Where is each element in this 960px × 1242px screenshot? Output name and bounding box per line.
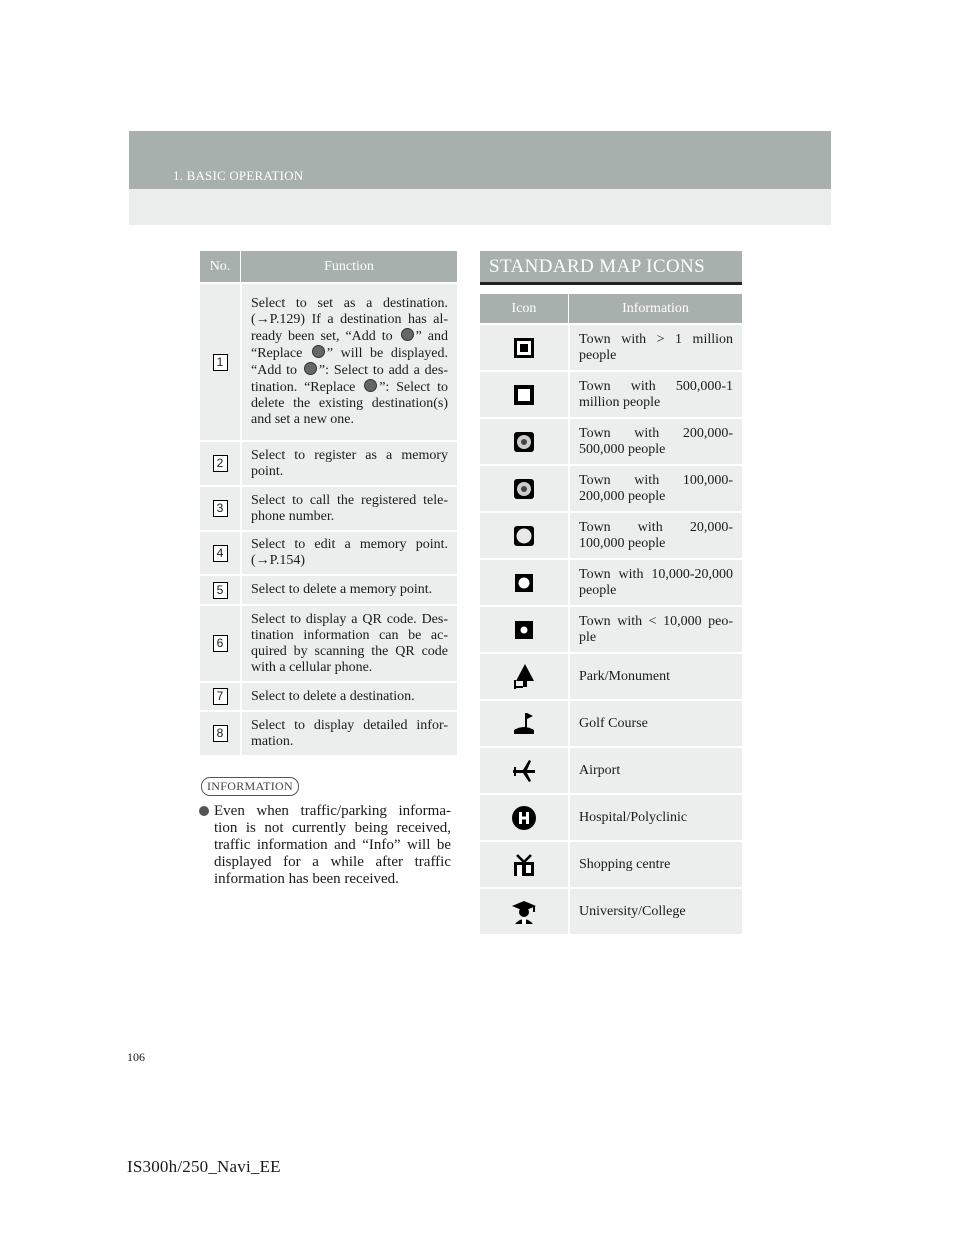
- ring-dot-icon: [514, 479, 534, 499]
- table-row: [480, 746, 742, 793]
- col-function-header: Function: [324, 258, 374, 274]
- table-row: [200, 440, 457, 485]
- number-box: 3: [213, 500, 228, 517]
- table-row: [480, 699, 742, 746]
- table-row: [480, 558, 742, 605]
- section-heading: STANDARD MAP ICONS: [480, 251, 742, 282]
- number-box: 5: [213, 582, 228, 599]
- table-row: [480, 417, 742, 464]
- function-text: Select to display detailed infor- mation.: [251, 717, 448, 749]
- golf-flag-icon: [511, 711, 537, 737]
- ring-dot-icon: [514, 432, 534, 452]
- section-title: 1. BASIC OPERATION: [173, 168, 304, 183]
- icon-info: Town with < 10,000 peo- ple: [579, 613, 733, 645]
- number-box: 7: [213, 688, 228, 705]
- information-tag: INFORMATION: [201, 777, 299, 796]
- graduation-icon: [511, 899, 537, 925]
- information-text: Even when traffic/parking informa- tion is not currently being received, traffic information and “Info” will be displayed for a while after traffic information has been received.: [214, 803, 451, 887]
- icon-info: Town with > 1 million people: [579, 331, 733, 363]
- hollow-circle-icon: [514, 526, 534, 546]
- icon-info: Shopping centre: [579, 856, 671, 872]
- icon-info: Town with 100,000- 200,000 people: [579, 472, 733, 504]
- icon-info: University/College: [579, 903, 686, 919]
- map-icons-table-header: [480, 294, 742, 323]
- table-row: [480, 464, 742, 511]
- tree-icon: [511, 663, 537, 691]
- hollow-square-icon: [514, 385, 534, 405]
- square-dot-icon: [514, 338, 534, 358]
- function-text: Select to call the registered tele- phone number.: [251, 492, 448, 524]
- icon-info: Town with 200,000- 500,000 people: [579, 425, 733, 457]
- col-no-header: No.: [200, 251, 241, 282]
- function-text: Select to display a QR code. Des- tination information can be ac- quired by scanning the QR code with a cellular phone.: [251, 611, 448, 675]
- table-row: [480, 887, 742, 934]
- page-number: 106: [127, 1050, 145, 1064]
- table-row: [480, 840, 742, 887]
- table-row: [480, 511, 742, 558]
- destination-icon: [312, 345, 325, 358]
- icon-info: Town with 500,000-1 million people: [579, 378, 733, 410]
- function-text: Select to set as a destination. (→P.129) If a destination has al- ready been set, “Add to ” and “Replace ” will be displayed. “Add to ”: Select to add a des- tination. “Replace ”: Select to delete the existing destination(s) and set a new one.: [251, 296, 449, 427]
- icon-info: Park/Monument: [579, 668, 670, 684]
- icon-info: Town with 10,000-20,000 people: [579, 566, 733, 598]
- col-icon-header: Icon: [480, 294, 569, 323]
- function-text: Select to register as a memory point.: [251, 447, 448, 479]
- function-table-header: [200, 251, 457, 282]
- destination-icon: [364, 379, 377, 392]
- map-icons-table: [480, 294, 742, 934]
- function-text: Select to edit a memory point. (→P.154): [251, 537, 448, 568]
- number-box: 4: [213, 545, 228, 562]
- information-note: [201, 803, 451, 888]
- header-bar: [129, 131, 831, 189]
- shopping-bag-icon: [511, 852, 537, 878]
- airplane-icon: [511, 758, 537, 784]
- function-text: Select to delete a memory point.: [251, 582, 433, 597]
- document-footer: IS300h/250_Navi_EE: [127, 1157, 281, 1176]
- table-row: [200, 530, 457, 574]
- icon-info: Hospital/Polyclinic: [579, 809, 688, 825]
- hospital-icon: [511, 805, 537, 831]
- table-row: [200, 574, 457, 604]
- bullet-icon: [199, 806, 209, 816]
- table-row: [200, 485, 457, 530]
- number-box: 8: [213, 725, 228, 742]
- table-row: [200, 710, 457, 755]
- table-row: [480, 605, 742, 652]
- header-band: [129, 189, 831, 225]
- heading-rule: [480, 282, 742, 285]
- icon-info: Golf Course: [579, 715, 648, 731]
- table-row: [480, 652, 742, 699]
- number-box: 6: [213, 635, 228, 652]
- icon-info: Airport: [579, 762, 621, 778]
- table-row: [480, 370, 742, 417]
- destination-icon: [401, 328, 414, 341]
- col-info-header: Information: [622, 300, 689, 316]
- table-row: [480, 323, 742, 370]
- table-row: [200, 681, 457, 710]
- number-box: 2: [213, 455, 228, 472]
- function-table: [200, 251, 457, 755]
- function-text: Select to delete a destination.: [251, 688, 415, 704]
- table-row: [200, 282, 457, 440]
- filled-circle-icon: [515, 574, 533, 592]
- table-row: [480, 793, 742, 840]
- number-box: 1: [213, 354, 228, 371]
- icon-info: Town with 20,000- 100,000 people: [579, 519, 733, 551]
- table-row: [200, 604, 457, 681]
- small-dot-icon: [515, 621, 533, 639]
- destination-icon: [304, 362, 317, 375]
